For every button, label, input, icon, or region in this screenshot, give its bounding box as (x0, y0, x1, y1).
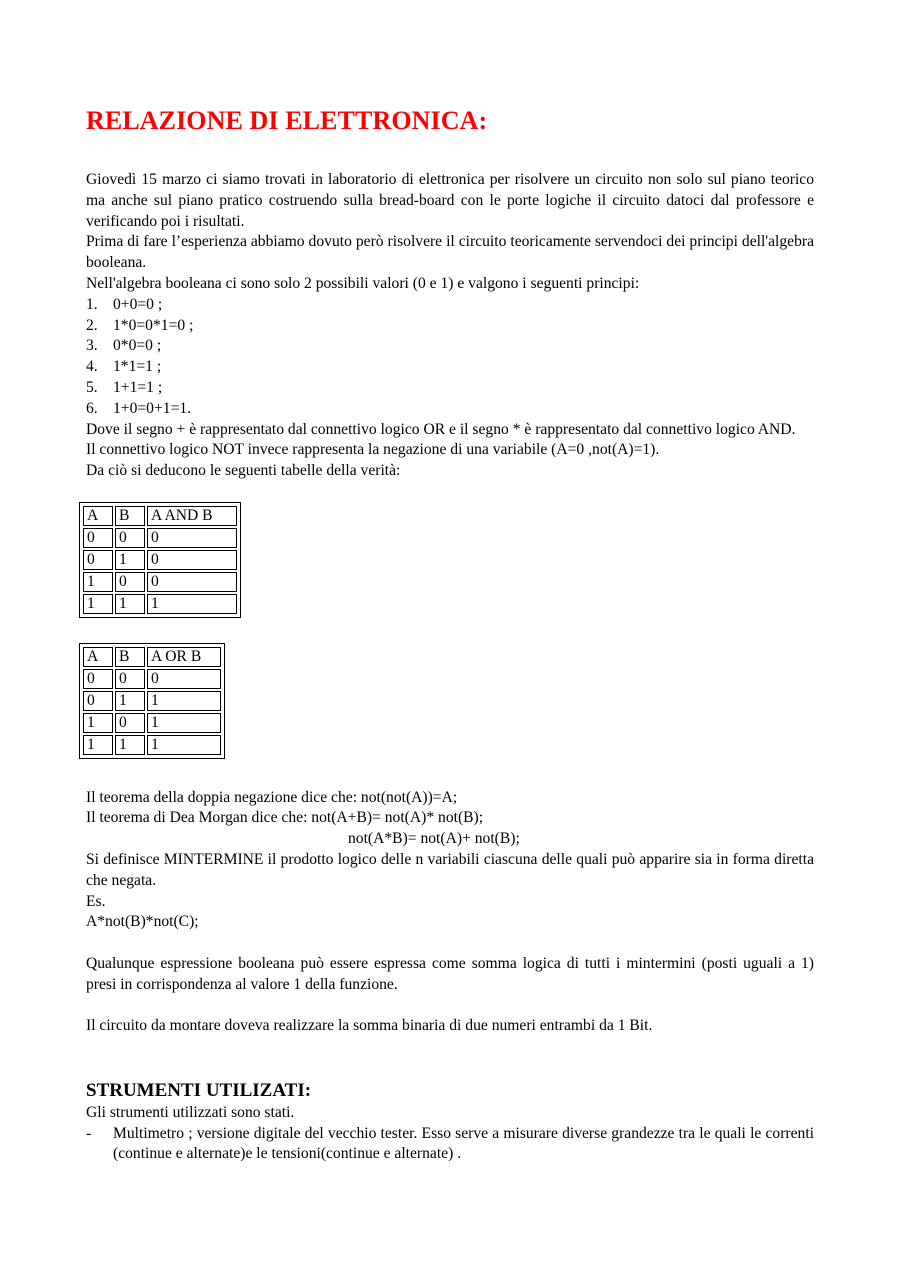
example-expression: A*not(B)*not(C); (86, 913, 199, 931)
list-item: 5. 1+1=1 ; (86, 378, 163, 396)
table-row: 0 0 0 (83, 669, 221, 689)
tools-intro: Gli strumenti utilizzati sono stati. (86, 1103, 295, 1121)
not-paragraph: Il connettivo logico NOT invece rappresenta la negazione di una variabile (A=0 ,not(A)=1). (86, 441, 660, 459)
list-item: 1. 0+0=0 ; (86, 295, 163, 313)
multimeter-description: Multimetro ; versione digitale del vecchio tester. Esso serve a misurare diverse grandezze tra le quali le correnti (continue e alternate)e le tensioni(continue e alternate) . (113, 1124, 814, 1163)
table-row: 1 0 1 (83, 713, 221, 733)
or-truth-table (79, 643, 225, 759)
intro-paragraph-3: Nell'algebra booleana ci sono solo 2 possibili valori (0 e 1) e valgono i seguenti principi: (86, 274, 640, 292)
list-item: - Multimetro ; versione digitale del vecchio tester. Esso serve a misurare diverse grandezze tra le quali le correnti (continue e alternate)e le tensioni(continue e alternate) . (86, 1124, 814, 1166)
mintermine-definition: Si definisce MINTERMINE il prodotto logico delle n variabili ciascuna delle quali può apparire sia in forma diretta che negata. (86, 850, 814, 889)
circuit-paragraph: Il circuito da montare doveva realizzare la somma binaria di due numeri entrambi da 1 Bit. (86, 1017, 653, 1035)
sum-of-minterms-paragraph: Qualunque espressione booleana può essere espressa come somma logica di tutti i mintermini (posti uguali a 1) presi in corrispondenza al valore 1 della funzione. (86, 954, 814, 993)
page-title: RELAZIONE DI ELETTRONICA: (86, 106, 488, 135)
boolean-rules-list (86, 295, 814, 420)
table-row: 0 1 1 (83, 691, 221, 711)
table-header-row: A B A AND B (83, 506, 237, 526)
intro-paragraph-1: Giovedì 15 marzo ci siamo trovati in laboratorio di elettronica per risolvere un circuito non solo sul piano teorico ma anche sul piano pratico costruendo sulla bread-board con le porte logiche il circuito datoci dal professore e verificando poi i risultati. (86, 171, 814, 230)
de-morgan-theorem-2: not(A*B)= not(A)+ not(B); (348, 830, 520, 848)
table-row: 1 0 0 (83, 572, 237, 592)
document-body (86, 170, 814, 1165)
table-row: 0 0 0 (83, 528, 237, 548)
de-morgan-theorem-1: Il teorema di Dea Morgan dice che: not(A+B)= not(A)* not(B); (86, 809, 484, 827)
table-row: 1 1 1 (83, 735, 221, 755)
list-item: 3. 0*0=0 ; (86, 337, 162, 355)
list-item: 4. 1*1=1 ; (86, 358, 162, 376)
example-label: Es. (86, 892, 106, 910)
table-header-row: A B A OR B (83, 647, 221, 667)
table-row: 0 1 0 (83, 550, 237, 570)
double-negation-theorem: Il teorema della doppia negazione dice che: not(not(A))=A; (86, 788, 458, 806)
intro-paragraph-2: Prima di fare l’esperienza abbiamo dovuto però risolvere il circuito teoricamente servendoci dei principi dell'algebra booleana. (86, 233, 814, 272)
operators-paragraph: Dove il segno + è rappresentato dal connettivo logico OR e il segno * è rappresentato dal connettivo logico AND. (86, 420, 796, 438)
tools-heading: STRUMENTI UTILIZATI: (86, 1079, 312, 1101)
table-row: 1 1 1 (83, 594, 237, 614)
list-item: 6. 1+0=0+1=1. (86, 399, 192, 417)
and-truth-table (79, 502, 241, 618)
tables-intro: Da ciò si deducono le seguenti tabelle della verità: (86, 462, 401, 480)
list-item: 2. 1*0=0*1=0 ; (86, 316, 194, 334)
